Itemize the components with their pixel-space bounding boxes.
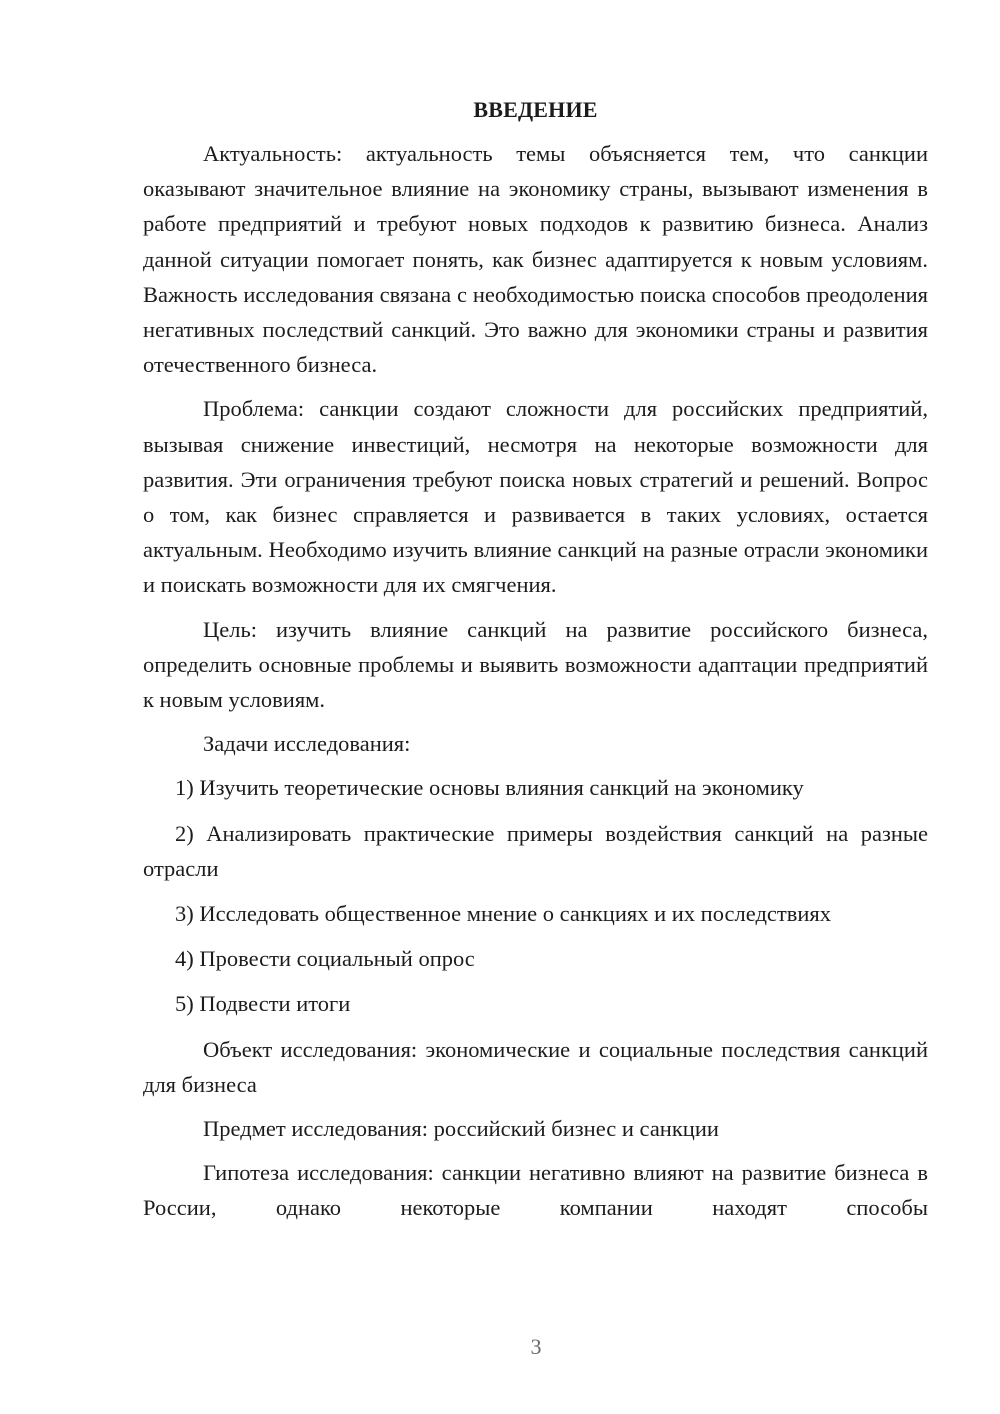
subject-paragraph: Предмет исследования: российский бизнес и санкции	[203, 1116, 719, 1142]
task-item-2: 2) Анализировать практические примеры воздействия санкций на разные отрасли	[143, 820, 928, 881]
problem-paragraph: Проблема: санкции создают сложности для российских предприятий, вызывая снижение инвестиций, несмотря на некоторые возможности для развития. Эти ограничения требуют поиска новых стратегий и решений. Вопрос о том, как бизнес справляется и развивается в таких условиях, остается актуальным. Необходимо изучить влияние санкций на разные отрасли экономики и поискать возможности для их смягчения.	[143, 396, 928, 598]
page-content	[143, 95, 928, 1235]
task-item-4: 4) Провести социальный опрос	[175, 946, 475, 972]
hypothesis-paragraph: Гипотеза исследования: санкции негативно влияют на развитие бизнеса в России, однако некоторые компании находят способы	[143, 1160, 928, 1221]
task-item-1: 1) Изучить теоретические основы влияния санкций на экономику	[175, 775, 804, 801]
section-title: ВВЕДЕНИЕ	[473, 97, 598, 122]
tasks-heading: Задачи исследования:	[203, 731, 411, 757]
object-paragraph: Объект исследования: экономические и социальные последствия санкций для бизнеса	[143, 1036, 928, 1097]
task-item-3: 3) Исследовать общественное мнение о санкциях и их последствиях	[175, 901, 831, 927]
page-number: 3	[530, 1334, 542, 1359]
task-item-5: 5) Подвести итоги	[175, 991, 351, 1017]
goal-paragraph: Цель: изучить влияние санкций на развитие российского бизнеса, определить основные проблемы и выявить возможности адаптации предприятий к новым условиям.	[143, 616, 928, 713]
relevance-paragraph: Актуальность: актуальность темы объясняется тем, что санкции оказывают значительное влияние на экономику страны, вызывают изменения в работе предприятий и требуют новых подходов к развитию бизнеса. Анализ данной ситуации помогает понять, как бизнес адаптируется к новым условиям. Важность исследования связана с необходимостью поиска способов преодоления негативных последствий санкций. Это важно для экономики страны и развития отечественного бизнеса.	[143, 141, 928, 378]
